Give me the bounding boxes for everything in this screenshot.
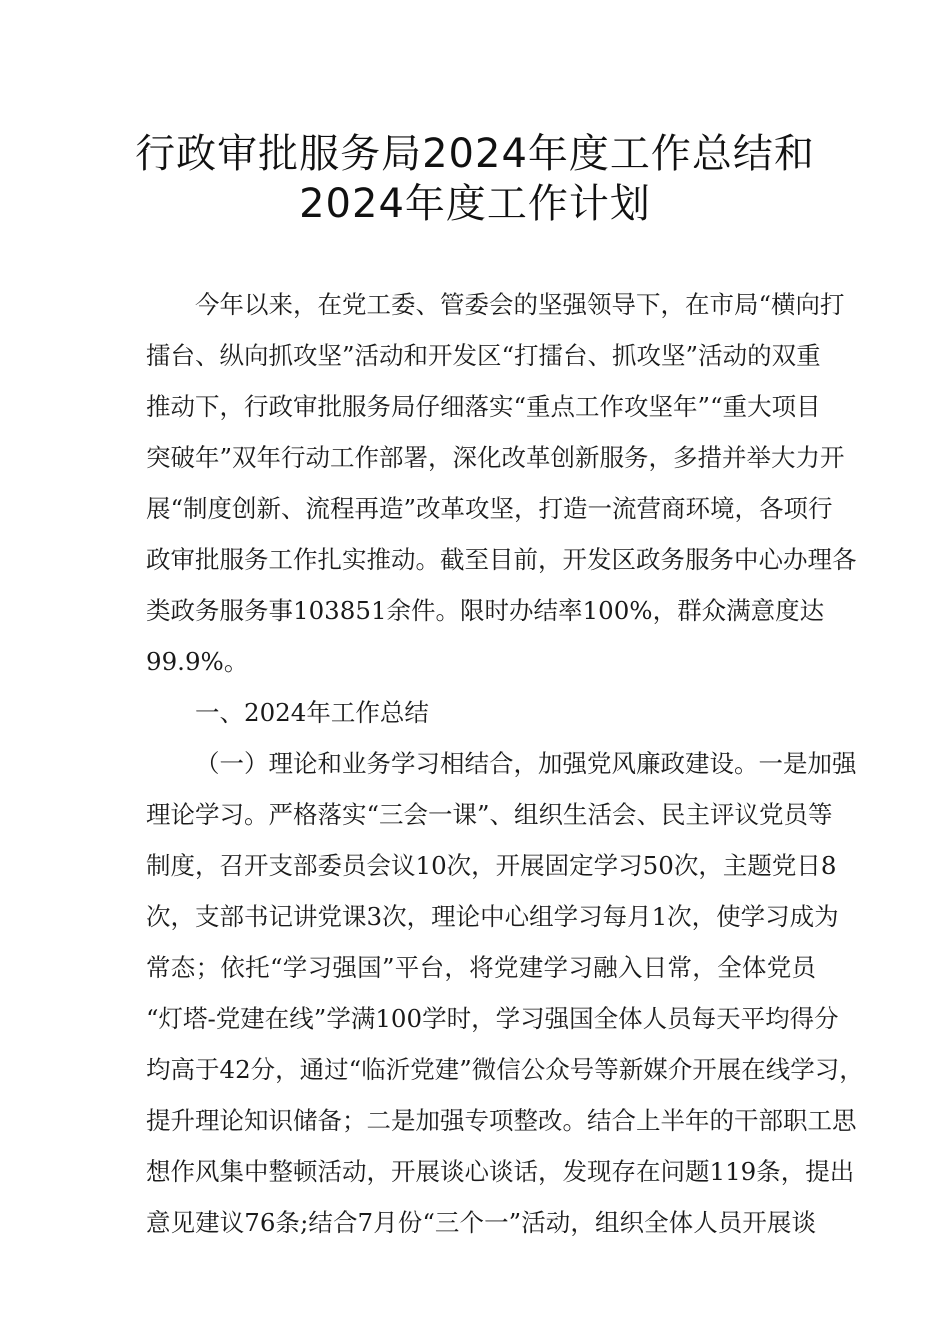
paragraph-line: 意见建议76条;结合7月份“三个一”活动，组织全体人员开展谈 bbox=[146, 1208, 816, 1237]
document-body bbox=[146, 279, 864, 1248]
paragraph-line: 常态；依托“学习强国”平台，将党建学习融入日常，全体党员 bbox=[146, 953, 816, 982]
paragraph-line: 展“制度创新、流程再造”改革攻坚，打造一流营商环境，各项行 bbox=[146, 494, 833, 523]
paragraph-line: 政审批服务工作扎实推动。截至目前，开发区政务服务中心办理各 bbox=[146, 545, 857, 574]
paragraph-line: 类政务服务事103851余件。限时办结率100%，群众满意度达 bbox=[146, 596, 825, 625]
paragraph-line: 次，支部书记讲党课3次，理论中心组学习每月1次，使学习成为 bbox=[146, 902, 839, 931]
paragraph-line: 提升理论知识储备；二是加强专项整改。结合上半年的干部职工思 bbox=[146, 1106, 857, 1135]
paragraph-line: 今年以来，在党工委、管委会的坚强领导下，在市局“横向打 bbox=[195, 290, 845, 319]
paragraph-line: 推动下，行政审批服务局仔细落实“重点工作攻坚年”“重大项目 bbox=[146, 392, 821, 421]
paragraph-line: “灯塔-党建在线”学满100学时，学习强国全体人员每天平均得分 bbox=[146, 1004, 839, 1033]
document-title-line-2: 2024年度工作计划 bbox=[299, 181, 651, 227]
paragraph-line: （一）理论和业务学习相结合，加强党风廉政建设。一是加强 bbox=[195, 749, 857, 778]
paragraph-line: 擂台、纵向抓攻坚”活动和开发区“打擂台、抓攻坚”活动的双重 bbox=[146, 341, 821, 370]
section-heading: 一、2024年工作总结 bbox=[195, 698, 429, 727]
paragraph-line: 99.9%。 bbox=[146, 647, 249, 676]
document-title-line-1: 行政审批服务局2024年度工作总结和 bbox=[135, 131, 815, 177]
paragraph-line: 制度，召开支部委员会议10次，开展固定学习50次，主题党日8 bbox=[146, 851, 837, 880]
paragraph-line: 均高于42分，通过“临沂党建”微信公众号等新媒介开展在线学习， bbox=[146, 1055, 864, 1084]
paragraph-line: 想作风集中整顿活动，开展谈心谈话，发现存在问题119条，提出 bbox=[146, 1157, 855, 1186]
paragraph-line: 理论学习。严格落实“三会一课”、组织生活会、民主评议党员等 bbox=[146, 800, 833, 829]
paragraph-line: 突破年”双年行动工作部署，深化改革创新服务，多措并举大力开 bbox=[146, 443, 845, 472]
